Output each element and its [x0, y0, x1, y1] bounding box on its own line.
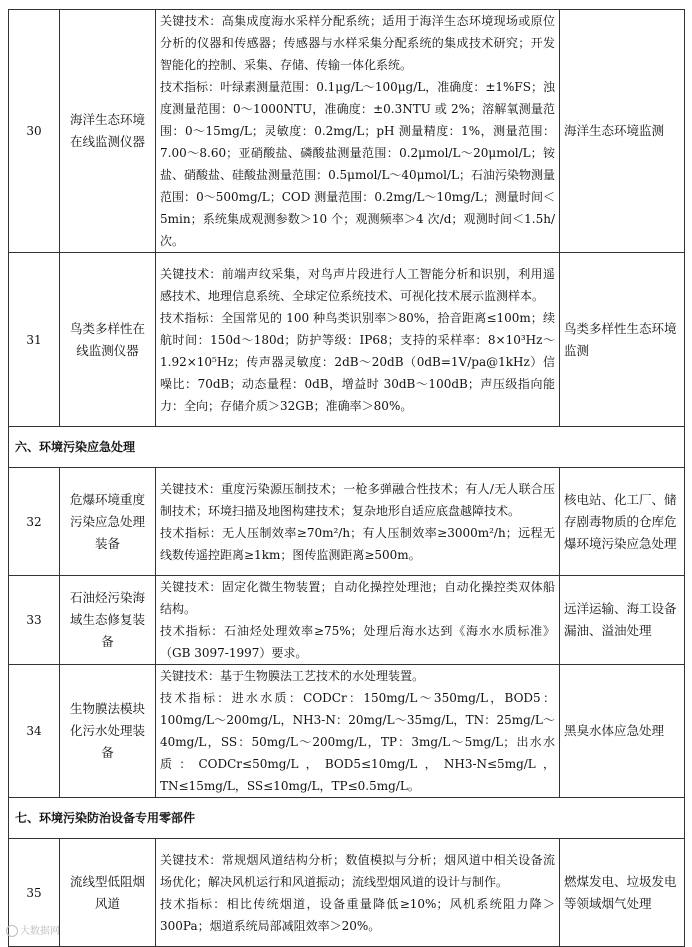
application-field: 燃煤发电、垃圾发电等领域烟气处理 [560, 839, 685, 947]
key-technology: 关键技术：高集成度海水采样分配系统；适用于海洋生态环境现场或原位分析的仪器和传感器；传感器与水样采集分配系统的集成技术研究；开发智能化的控制、采集、存储、传输一体化系统。 [160, 14, 555, 72]
row-number: 32 [9, 468, 60, 576]
row-number: 34 [9, 665, 60, 798]
table-row [9, 665, 685, 798]
application-field: 远洋运输、海工设备漏油、溢油处理 [560, 576, 685, 665]
equipment-name: 流线型低阻烟风道 [60, 839, 156, 947]
key-technology: 关键技术：基于生物膜法工艺技术的水处理装置。 [160, 669, 425, 683]
row-number: 33 [9, 576, 60, 665]
equipment-name: 鸟类多样性在线监测仪器 [60, 253, 156, 427]
equipment-description [156, 665, 560, 798]
technical-specs: 技术指标：无人压制效率≥70m²/h；有人压制效率≥3000m²/h；远程无线数传遥控距离≥1km；图传监测距离≥500m。 [160, 525, 555, 562]
equipment-name: 石油烃污染海域生态修复装备 [60, 576, 156, 665]
row-number: 30 [9, 10, 60, 253]
table-row [9, 839, 685, 947]
technical-specs: 技术指标：相比传统烟道，设备重量降低≥10%；风机系统阻力降＞300Pa；烟道系统局部减阻效率＞20%。 [160, 896, 555, 933]
equipment-description [156, 468, 560, 576]
section-header-row [9, 798, 685, 839]
watermark-logo-icon [6, 925, 18, 937]
application-field: 黑臭水体应急处理 [560, 665, 685, 798]
table-row [9, 10, 685, 253]
technical-specs: 技术指标：进水水质：CODCr：150mg/L～350mg/L，BOD5：100mg/L～200mg/L，NH3-N：20mg/L～35mg/L，TN：25mg/L～40mg/L，SS：50mg/L～200mg/L，TP：3mg/L～5mg/L；出水水质：CODCr≤50mg/L，BOD5≤10mg/L，NH3-N≤5mg/L，TN≤15mg/L，SS≤10mg/L，TP≤0.5mg/L。 [160, 691, 555, 793]
equipment-description [156, 576, 560, 665]
application-field: 海洋生态环境监测 [560, 10, 685, 253]
equipment-description [156, 253, 560, 427]
row-number: 35 [9, 839, 60, 947]
section-header-row [9, 427, 685, 468]
equipment-name: 海洋生态环境在线监测仪器 [60, 10, 156, 253]
equipment-table [8, 9, 685, 947]
key-technology: 关键技术：常规烟风道结构分析；数值模拟与分析；烟风道中相关设备流场优化；解决风机运行和风道振动；流线型烟风道的设计与制作。 [160, 852, 555, 889]
equipment-description [156, 10, 560, 253]
application-field: 核电站、化工厂、储存剧毒物质的仓库危爆环境污染应急处理 [560, 468, 685, 576]
equipment-description [156, 839, 560, 947]
key-technology: 关键技术：前端声纹采集，对鸟声片段进行人工智能分析和识别，利用遥感技术、地理信息系统、全球定位系统技术、可视化技术展示监测样本。 [160, 266, 555, 303]
key-technology: 关键技术：重度污染源压制技术；一枪多弹融合性技术；有人/无人联合压制技术；环境扫描及地图构建技术；复杂地形自适应底盘越障技术。 [160, 481, 555, 518]
key-technology: 关键技术：固定化微生物装置；自动化操控处理池；自动化操控类双体船结构。 [160, 580, 555, 616]
equipment-name: 生物膜法模块化污水处理装备 [60, 665, 156, 798]
section-title: 七、环境污染防治设备专用零部件 [9, 798, 685, 839]
technical-specs: 技术指标：叶绿素测量范围：0.1μg/L～100μg/L，准确度：±1%FS；浊度测量范围：0～1000NTU，准确度：±0.3NTU 或 2%；溶解氧测量范围：0～15mg/L；灵敏度：0.2mg/L；pH 测量精度：1%，测量范围：7.00～8.60；亚硝酸盐、磷酸盐测量范围：0.2μmol/L～20μmol/L；铵盐、硝酸盐、硅酸盐测量范围：0.5μmol/L～40μmol/L；石油污染物测量范围：0～500mg/L；COD 测量范围：0.2mg/L～10mg/L；测量时间＜5min；系统集成观测参数＞10 个；观测频率＞4 次/d；观测时间＜1.5h/次。 [160, 80, 555, 248]
section-title: 六、环境污染应急处理 [9, 427, 685, 468]
row-number: 31 [9, 253, 60, 427]
table-row [9, 576, 685, 665]
technical-specs: 技术指标：石油烃处理效率≥75%；处理后海水达到《海水水质标准》（GB 3097-1997）要求。 [160, 624, 555, 660]
technical-specs: 技术指标：全国常见的 100 种鸟类识别率＞80%，拾音距离≤100m；续航时间：150d～180d；防护等级：IP68；支持的采样率：8×10³Hz～1.92×10⁵Hz；传声器灵敏度：2dB～20dB（0dB=1V/pa@1kHz）信噪比：70dB；动态量程：0dB，增益时 30dB～100dB；声压级指向能力：全向；存储介质＞32GB；准确率＞80%。 [160, 310, 555, 413]
watermark-text: 大数据网 [20, 926, 60, 937]
watermark [6, 922, 60, 937]
table-row [9, 253, 685, 427]
equipment-name: 危爆环境重度污染应急处理装备 [60, 468, 156, 576]
table-row [9, 468, 685, 576]
application-field: 鸟类多样性生态环境监测 [560, 253, 685, 427]
